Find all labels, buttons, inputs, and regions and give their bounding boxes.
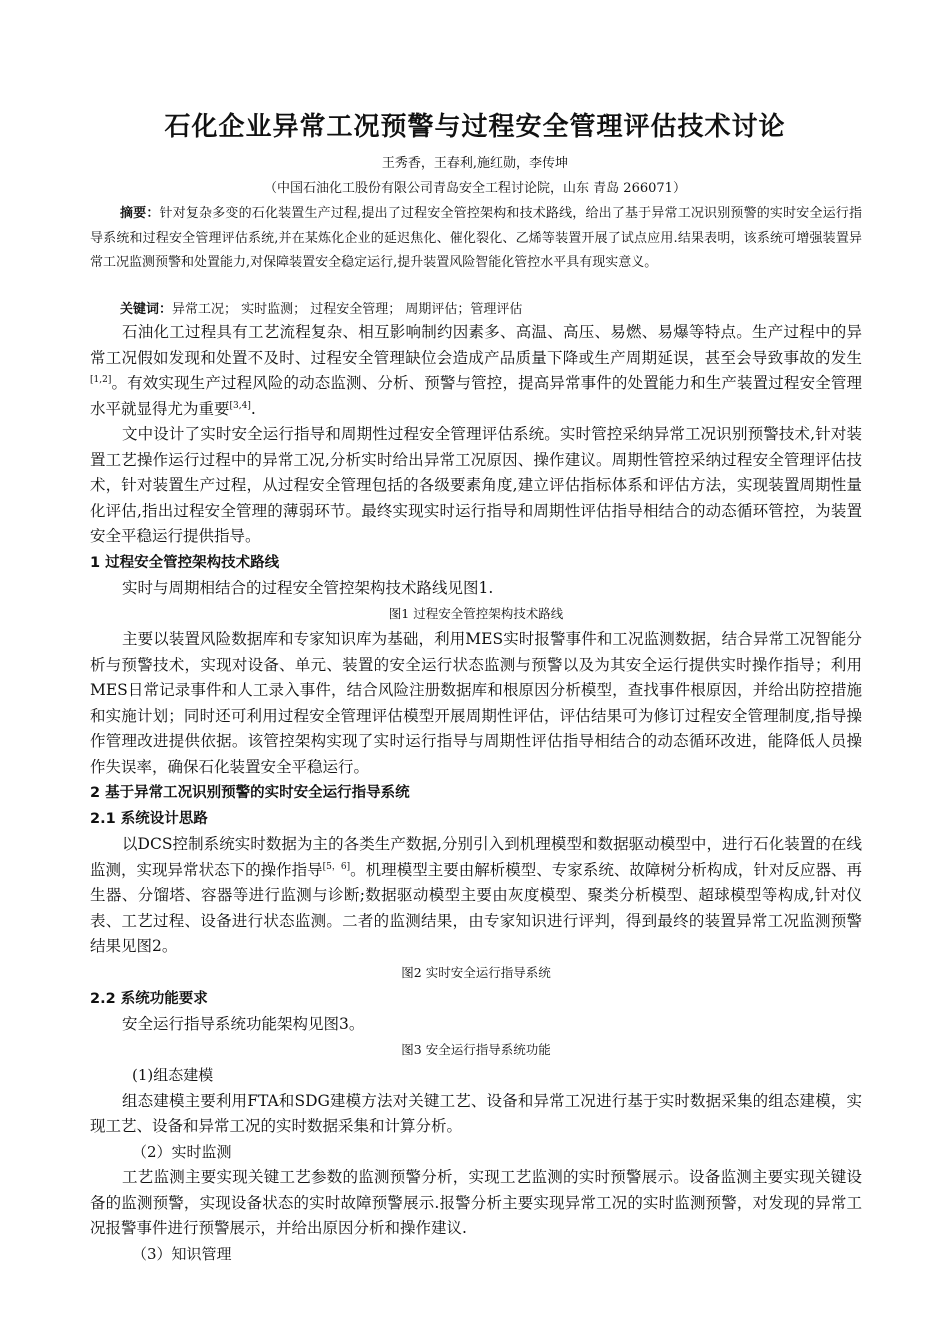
item-1-heading: (1)组态建模 <box>132 1066 214 1084</box>
s21-part-b: 。机理模型主要由解析模型、专家系统、故障树分析构成，针对反应器、再生器、分馏塔、容器等进行监测与诊断;数据驱动模型主要由灰度模型、聚类分析模型、超球模型等构成,针对仪表、工艺过程、设备进行状态监测。二者的监测结果，由专家知识进行评判，得到最终的装置异常工况监测预警结果见图2。 <box>90 860 862 955</box>
keywords-text: 异常工况； 实时监测； 过程安全管理； 周期评估；管理评估 <box>172 302 523 317</box>
s21-part-a: 以DCS控制系统实时数据为主的各类生产数据,分别引入到机理模型和数据驱动模型中，进行石化装置的在线监测，实现异常状态下的操作指导 <box>90 835 862 879</box>
abstract <box>90 202 862 276</box>
citation-5-6: [5，6] <box>322 861 351 872</box>
body-text <box>90 320 862 1267</box>
item-3-heading: （3）知识管理 <box>132 1244 232 1263</box>
figure-2-caption: 图2 实时安全运行指导系统 <box>401 964 551 980</box>
intro-p1-part-c: . <box>250 399 256 418</box>
section-2-2-heading: 2.2 系统功能要求 <box>90 990 208 1007</box>
section-2-heading: 2 基于异常工况识别预警的实时安全运行指导系统 <box>90 785 410 801</box>
figure-3-caption: 图3 安全运行指导系统功能 <box>401 1042 551 1057</box>
keywords-label: 关键词： <box>120 302 173 317</box>
abstract-text: 针对复杂多变的石化装置生产过程,提出了过程安全管控架构和技术路线，给出了基于异常工况识别预警的实时安全运行指导系统和过程安全管理评估系统,并在某炼化企业的延迟焦化、催化裂化、乙烯等装置开展了试点应用.结果表明，该系统可增强装置异常工况监测预警和处置能力,对保障装置安全稳定运行,提升装置风险智能化管控水平具有现实意义。 <box>90 206 862 270</box>
section-2-2-paragraph: 安全运行指导系统功能架构见图3。 <box>122 1014 365 1033</box>
intro-paragraph-1 <box>90 320 862 422</box>
citation-3-4: [3,4] <box>229 400 251 411</box>
citation-1-2: [1,2] <box>90 375 112 385</box>
intro-p1-part-a: 石油化工过程具有工艺流程复杂、相互影响制约因素多、高温、高压、易燃、易爆等特点。生产过程中的异常工况假如发现和处置不及时、过程安全管理缺位会造成产品质量下降或生产周期延误，甚至会导致事故的发生 <box>90 323 862 367</box>
figure-1-caption: 图1 过程安全管控架构技术路线 <box>388 606 564 621</box>
item-2-heading: （2）实时监测 <box>132 1142 232 1161</box>
intro-paragraph-2: 文中设计了实时安全运行指导和周期性过程安全管理评估系统。实时管控采纳异常工况识别预警技术,针对装置工艺操作运行过程中的异常工况,分析实时给出异常工况原因、操作建议。周期性管控采纳过程安全管理评估技术，针对装置生产过程，从过程安全管理包括的各级要素角度,建立评估指标体系和评估方法，实现装置周期性量化评估,指出过程安全管理的薄弱环节。最终实现实时运行指导和周期性评估指导相结合的动态循环管控，为装置安全平稳运行提供指导。 <box>90 425 862 545</box>
item-1-text: 组态建模主要利用FTA和SDG建模方法对关键工艺、设备和异常工况进行基于实时数据采集的组态建模，实现工艺、设备和异常工况的实时数据采集和计算分析。 <box>90 1091 862 1135</box>
abstract-label: 摘要： <box>120 206 160 221</box>
intro-p1-part-b: 。有效实现生产过程风险的动态监测、分析、预警与管控，提高异常事件的处置能力和生产装置过程安全管理水平就显得尤为重要 <box>90 374 862 418</box>
affiliation: （中国石油化工股份有限公司青岛安全工程讨论院，山东 青岛 266071） <box>264 181 686 196</box>
section-1-paragraph-1: 实时与周期相结合的过程安全管控架构技术路线见图1. <box>122 578 494 597</box>
keywords <box>90 300 862 320</box>
paper-title: 石化企业异常工况预警与过程安全管理评估技术讨论 <box>164 112 786 142</box>
section-2-1-heading: 2.1 系统设计思路 <box>90 811 208 827</box>
item-2-text: 工艺监测主要实现关键工艺参数的监测预警分析，实现工艺监测的实时预警展示。设备监测主要实现关键设备的监测预警，实现设备状态的实时故障预警展示.报警分析主要实现异常工况的实时监测预警，对发现的异常工况报警事件进行预警展示，并给出原因分析和操作建议. <box>90 1168 862 1237</box>
section-1-heading: 1 过程安全管控架构技术路线 <box>90 554 280 571</box>
section-2-1-paragraph <box>90 832 862 960</box>
authors: 王秀香，王春利,施红勋，李传坤 <box>381 156 569 171</box>
section-1-paragraph-2: 主要以装置风险数据库和专家知识库为基础，利用MES实时报警事件和工况监测数据，结合异常工况智能分析与预警技术，实现对设备、单元、装置的安全运行状态监测与预警以及为其安全运行提供实时操作指导；利用MES日常记录事件和人工录入事件，结合风险注册数据库和根原因分析模型，查找事件根原因，并给出防控措施和实施计划；同时还可利用过程安全管理评估模型开展周期性评估，评估结果可为修订过程安全管理制度,指导操作管理改进提供依据。该管控架构实现了实时运行指导与周期性评估指导相结合的动态循环改进，能降低人员操作失误率，确保石化装置安全平稳运行。 <box>90 630 862 776</box>
